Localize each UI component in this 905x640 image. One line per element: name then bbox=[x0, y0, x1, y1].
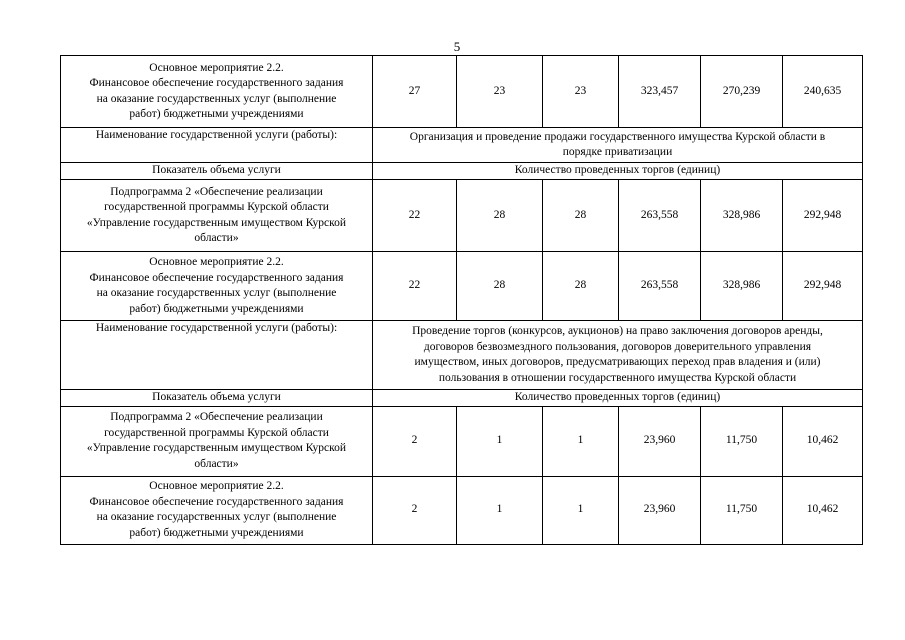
budget-table bbox=[60, 55, 863, 545]
table-row bbox=[61, 406, 863, 476]
page-number: 5 bbox=[453, 39, 461, 54]
value-cell: 292,948 bbox=[783, 252, 863, 321]
value-cell: 1 bbox=[457, 476, 543, 544]
value-cell: 2 bbox=[373, 406, 457, 476]
indicator-label: Показатель объема услуги bbox=[61, 390, 373, 407]
value-cell: 10,462 bbox=[783, 406, 863, 476]
table-row bbox=[61, 180, 863, 252]
value-cell: 323,457 bbox=[619, 56, 701, 128]
value-cell: 270,239 bbox=[701, 56, 783, 128]
value-cell: 1 bbox=[457, 406, 543, 476]
value-cell: 22 bbox=[373, 180, 457, 252]
value-cell: 240,635 bbox=[783, 56, 863, 128]
value-cell: 292,948 bbox=[783, 180, 863, 252]
value-cell: 28 bbox=[543, 252, 619, 321]
table-row bbox=[61, 128, 863, 163]
value-cell: 263,558 bbox=[619, 180, 701, 252]
value-cell: 22 bbox=[373, 252, 457, 321]
value-cell: 11,750 bbox=[701, 476, 783, 544]
table-row bbox=[61, 321, 863, 390]
row-label: Основное мероприятие 2.2. Финансовое обеспечение государственного задания на оказание государственных услуг (выполнение работ) бюджетными учреждениями bbox=[61, 56, 373, 128]
value-cell: 328,986 bbox=[701, 252, 783, 321]
value-cell: 23 bbox=[543, 56, 619, 128]
value-cell: 28 bbox=[457, 252, 543, 321]
service-name-text: Организация и проведение продажи государственного имущества Курской области в порядке приватизации bbox=[373, 128, 863, 163]
value-cell: 263,558 bbox=[619, 252, 701, 321]
value-cell: 1 bbox=[543, 406, 619, 476]
service-name-label: Наименование государственной услуги (работы): bbox=[61, 128, 373, 163]
table-row bbox=[61, 252, 863, 321]
value-cell: 23 bbox=[457, 56, 543, 128]
table-row bbox=[61, 390, 863, 407]
table-row bbox=[61, 163, 863, 180]
value-cell: 27 bbox=[373, 56, 457, 128]
indicator-text: Количество проведенных торгов (единиц) bbox=[373, 390, 863, 407]
row-label: Подпрограмма 2 «Обеспечение реализации государственной программы Курской области «Управление государственным имуществом Курской области» bbox=[61, 180, 373, 252]
value-cell: 2 bbox=[373, 476, 457, 544]
value-cell: 11,750 bbox=[701, 406, 783, 476]
row-label: Основное мероприятие 2.2. Финансовое обеспечение государственного задания на оказание государственных услуг (выполнение работ) бюджетными учреждениями bbox=[61, 476, 373, 544]
value-cell: 23,960 bbox=[619, 476, 701, 544]
value-cell: 328,986 bbox=[701, 180, 783, 252]
table-body bbox=[61, 56, 863, 545]
indicator-text: Количество проведенных торгов (единиц) bbox=[373, 163, 863, 180]
value-cell: 1 bbox=[543, 476, 619, 544]
table-row bbox=[61, 56, 863, 128]
service-name-text: Проведение торгов (конкурсов, аукционов) на право заключения договоров аренды, договоров безвозмездного пользования, договоров доверительного управления имуществом, иных договоров, предусматривающих переход прав владения и (или) пользования в отношении государственного имущества Курской области bbox=[373, 321, 863, 390]
value-cell: 28 bbox=[543, 180, 619, 252]
service-name-label: Наименование государственной услуги (работы): bbox=[61, 321, 373, 390]
table-row bbox=[61, 476, 863, 544]
value-cell: 23,960 bbox=[619, 406, 701, 476]
row-label: Основное мероприятие 2.2. Финансовое обеспечение государственного задания на оказание государственных услуг (выполнение работ) бюджетными учреждениями bbox=[61, 252, 373, 321]
value-cell: 10,462 bbox=[783, 476, 863, 544]
value-cell: 28 bbox=[457, 180, 543, 252]
indicator-label: Показатель объема услуги bbox=[61, 163, 373, 180]
row-label: Подпрограмма 2 «Обеспечение реализации государственной программы Курской области «Управление государственным имуществом Курской области» bbox=[61, 406, 373, 476]
